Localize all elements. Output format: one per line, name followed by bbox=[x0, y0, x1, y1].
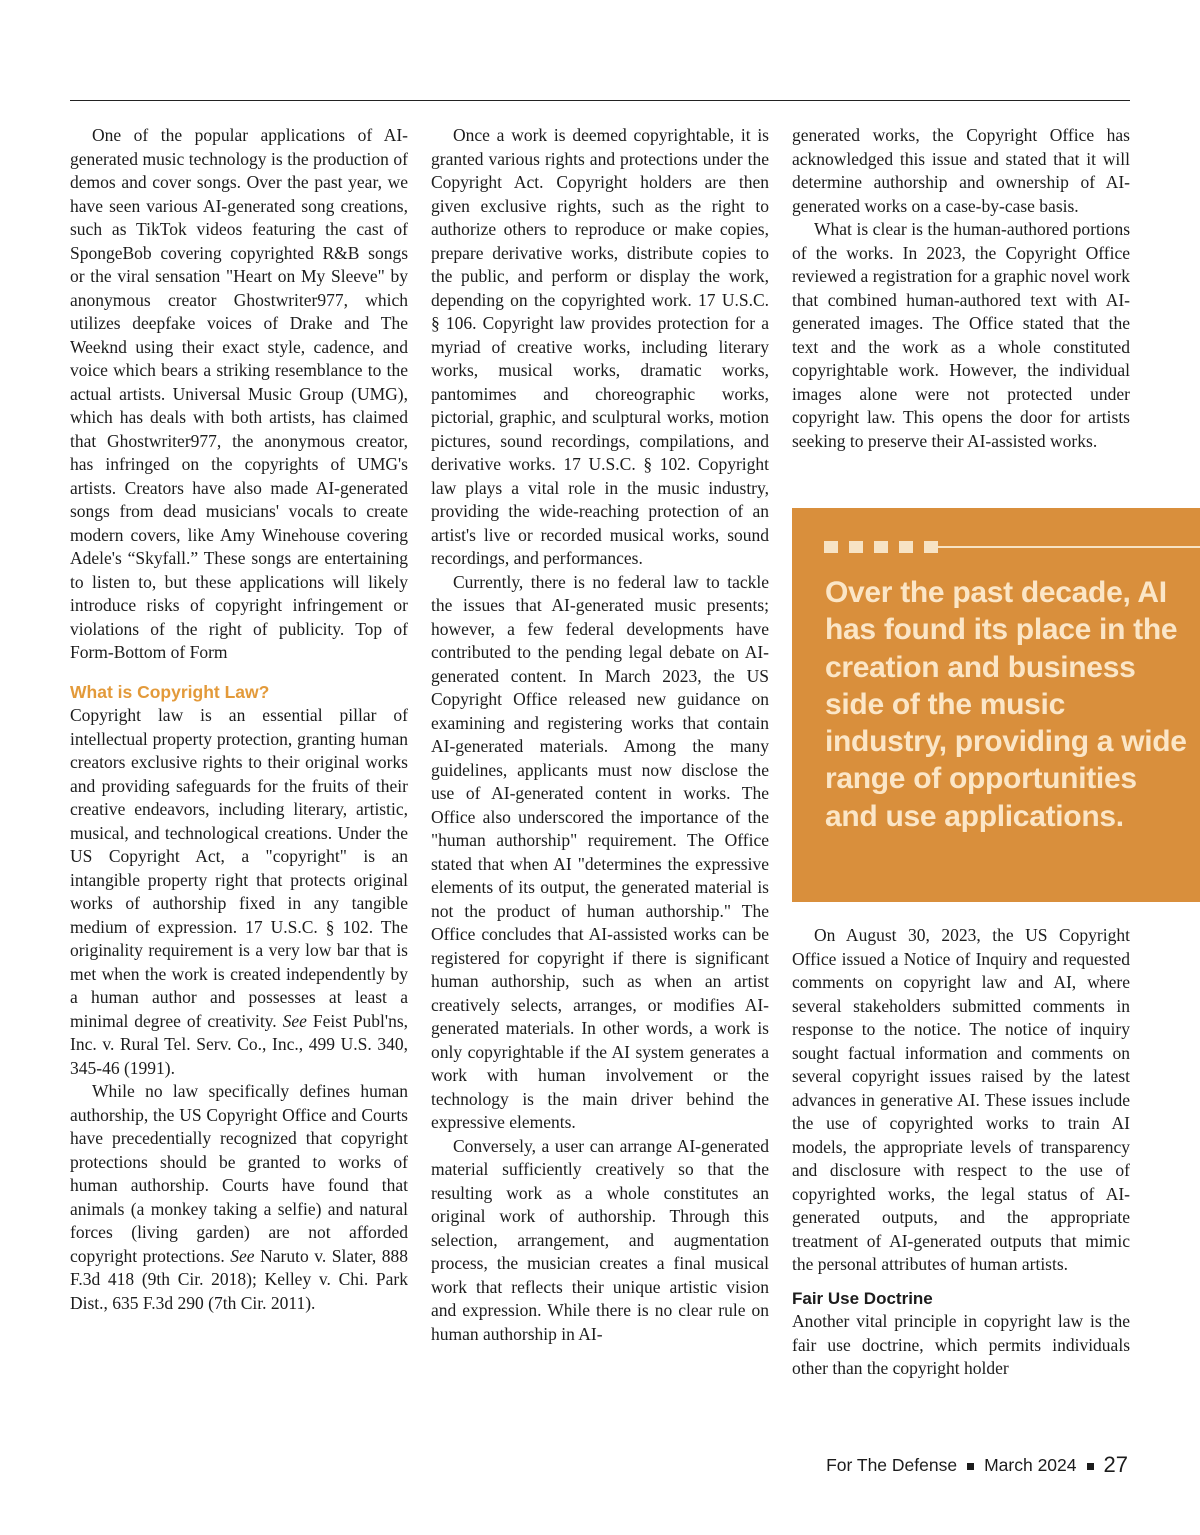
column-3-bottom bbox=[792, 924, 1130, 1381]
paragraph: Once a work is deemed copyrightable, it is granted various rights and protections under the Copyright Act. Copyright holders are then given exclusive rights, such as the right to authorize others to reproduce or make copies, prepare derivative works, distribute copies to the public, and perform or display the work, depending on the copyrighted work. 17 U.S.C. § 106. Copyright law provides protection for a myriad of creative works, including literary works, musical works, dramatic works, pantomimes and choreographic works, pictorial, graphic, and sculptural works, motion pictures, sound recordings, compilations, and derivative works. 17 U.S.C. § 102. Copyright law plays a vital role in the music industry, providing the wide-reaching protection of an artist's live or recorded musical works, sound recordings, and performances. bbox=[431, 125, 769, 568]
page-footer bbox=[826, 1452, 1128, 1478]
section-heading-fair-use: Fair Use Doctrine bbox=[792, 1288, 933, 1308]
citation-signal: See bbox=[230, 1245, 255, 1266]
pull-quote-box bbox=[792, 508, 1200, 902]
paragraph: One of the popular applications of AI-generated music technology is the production of demos and cover songs. Over the past year, we have seen various AI-generated song creations, such as TikTok videos featuring the cast of SpongeBob covering copyrighted R&B songs or the viral sensation "Heart on My Sleeve" by anonymous creator Ghostwriter977, which utilizes deepfake voices of Drake and The Weeknd using their exact style, cadence, and voice which bears a striking resemblance to the actual artists. Universal Music Group (UMG), which has deals with both artists, has claimed that Ghostwriter977, the anonymous creator, has infringed on the copyrights of UMG's artists. Creators have also made AI-generated songs from dead musicians' vocals to create modern covers, like Amy Winehouse covering Adele's “Skyfall.” These songs are entertaining to listen to, but these applications will likely introduce risks of copyright infringement or violations of the right of publicity. Top of Form-Bottom of Form bbox=[70, 125, 408, 662]
citation-signal: See bbox=[282, 1010, 307, 1031]
paragraph: Currently, there is no federal law to tackle the issues that AI-generated music presents; however, a few federal developments have contributed to the pending legal debate on AI-generated content. In March 2023, the US Copyright Office released new guidance on examining and registering works that contain AI-generated materials. Among the many guidelines, applicants must now disclose the use of AI-generated content in works. The Office also underscored the importance of the "human authorship" requirement. The Office stated that when AI "determines the expressive elements of its output, the generated material is not the product of human authorship." The Office concludes that AI-assisted works can be registered for copyright if there is significant human authorship, such as when an artist creatively selects, arranges, or modifies AI-generated materials. In other words, a work is only copyrightable if the AI system generates a work with human involvement or the technology is the main driver behind the expressive elements. bbox=[431, 571, 769, 1132]
paragraph-text: While no law specifically defines human authorship, the US Copyright Office and Courts have precedentially recognized that copyright protections should be granted to works of human authorship. Courts have found that animals (a monkey taking a selfie) and natural forces (living garden) are not afforded copyright protections. bbox=[70, 1081, 408, 1266]
paragraph: What is clear is the human-authored portions of the works. In 2023, the Copyright Office reviewed a registration for a graphic novel work that combined human-authored text with AI-generated images. The Office stated that the text and the work as a whole constituted copyrightable work. However, the individual images alone were not protected under copyright law. This opens the door for artists seeking to preserve their AI-assisted works. bbox=[792, 219, 1130, 451]
paragraph-text: Copyright law is an essential pillar of intellectual property protection, granting human creators exclusive rights to their original works and providing safeguards for the fruits of their creative endeavors, including literary, artistic, musical, and technological creations. Under the US Copyright Act, a "copyright" is an intangible property right that protects original works of authorship fixed in any tangible medium of expression. 17 U.S.C. § 102. The originality requirement is a very low bar that is met when the work is created independently by a human author and possesses at least a minimal degree of creativity. bbox=[70, 705, 408, 1031]
bullet-icon bbox=[1087, 1463, 1094, 1470]
top-rule bbox=[70, 100, 1130, 101]
footer-publication: For The Defense bbox=[826, 1455, 958, 1475]
column-1 bbox=[70, 124, 408, 1315]
paragraph: Conversely, a user can arrange AI-generated material sufficiently creatively so that the resulting work as a whole constitutes an original work of authorship. Through this selection, arrangement, and augmentation process, the musician creates a final musical work that reflects their unique artistic vision and expression. While there is no clear rule on human authorship in AI- bbox=[431, 1135, 769, 1344]
column-2 bbox=[431, 124, 769, 1346]
bullet-icon bbox=[967, 1463, 974, 1470]
paragraph: generated works, the Copyright Office has acknowledged this issue and stated that it will determine authorship and ownership of AI-generated works on a case-by-case basis. bbox=[792, 125, 1130, 216]
column-3-top bbox=[792, 124, 1130, 453]
citation: Feist Publ'ns, Inc. v. Rural Tel. Serv. Co., Inc., 499 U.S. 340, 345-46 (1991). bbox=[70, 1010, 408, 1078]
pull-quote-text: Over the past decade, AI has found its place in the creation and business side of the music industry, providing a wide range of opportunities and use applications. bbox=[825, 576, 1187, 833]
decorative-squares bbox=[824, 541, 1200, 553]
citation: Naruto v. Slater, 888 F.3d 418 (9th Cir. 2018); Kelley v. Chi. Park Dist., 635 F.3d 290 (7th Cir. 2011). bbox=[70, 1245, 409, 1313]
section-heading-copyright-law: What is Copyright Law? bbox=[70, 681, 270, 702]
page-number: 27 bbox=[1103, 1452, 1128, 1477]
paragraph: On August 30, 2023, the US Copyright Office issued a Notice of Inquiry and requested comments on copyright law and AI, where several stakeholders submitted comments in response to the notice. The notice of inquiry sought factual information and comments on several copyright issues raised by the latest advances in generative AI. These issues include the use of copyrighted works to train AI models, the appropriate levels of transparency and disclosure with respect to the use of copyrighted works, the legal status of AI-generated outputs, and the appropriate treatment of AI-generated outputs that mimic the personal attributes of human artists. bbox=[792, 925, 1130, 1274]
footer-date: March 2024 bbox=[984, 1455, 1077, 1475]
paragraph: Another vital principle in copyright law is the fair use doctrine, which permits individuals other than the copyright holder bbox=[792, 1311, 1130, 1378]
paragraph bbox=[70, 1080, 408, 1315]
paragraph bbox=[70, 704, 408, 1080]
